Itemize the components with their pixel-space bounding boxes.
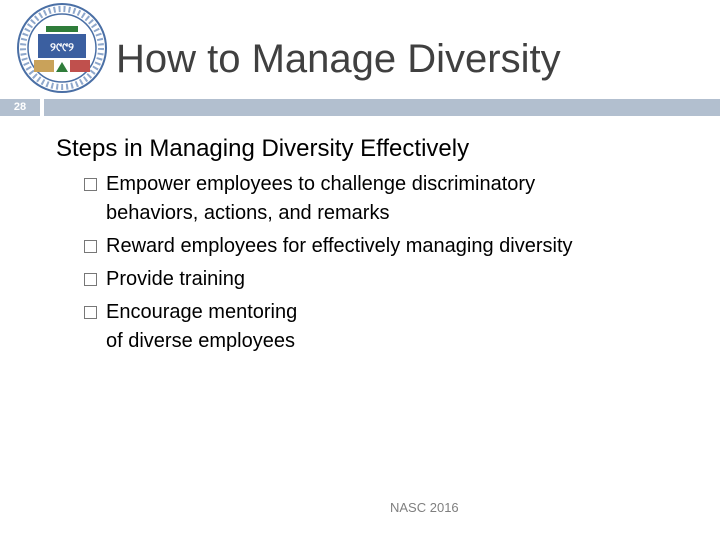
square-bullet-icon [84,306,97,319]
bullet-list [84,170,704,360]
bullet-text: Provide training [106,268,245,290]
footer-text: NASC 2016 [390,500,459,515]
institution-logo [8,2,116,94]
list-item [84,232,704,261]
svg-text:୨୯୯୨: ୨୯୯୨ [50,40,74,54]
list-item [84,298,704,356]
bullet-text: Reward employees for effectively managing diversity [106,235,573,257]
list-item [84,170,704,228]
list-item [84,265,704,294]
bullet-text: Encourage mentoring of diverse employees [106,301,298,352]
institution-seal-icon [8,2,116,94]
section-heading: Steps in Managing Diversity Effectively [56,135,470,162]
header-bar [44,99,720,116]
square-bullet-icon [84,240,97,253]
square-bullet-icon [84,178,97,191]
slide-title: How to Manage Diversity [116,37,561,81]
bullet-text: Empower employees to challenge discriminatory behaviors, actions, and remarks [106,173,536,224]
slide-number: 28 [0,99,40,116]
square-bullet-icon [84,273,97,286]
